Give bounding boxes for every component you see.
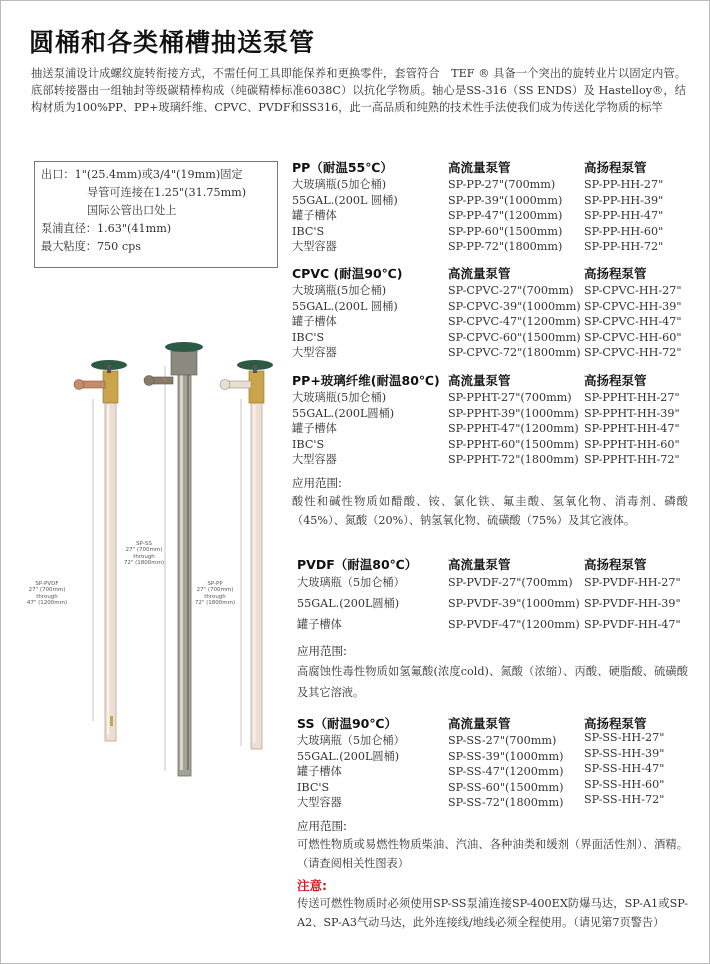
list-item: IBC'S [292, 224, 325, 238]
ss-app-label: 应用范围: [297, 819, 347, 833]
cpvc-col-flow: 高流量泵管 [448, 266, 511, 281]
list-item: SP-PVDF-39"(1000mm) [448, 597, 580, 610]
ppht-col-head: 高扬程泵管 [584, 373, 647, 388]
pump-diameter: 泵浦直径：1.63"(41mm) [41, 222, 172, 235]
list-item: SP-SS-47"(1200mm) [448, 765, 564, 779]
outlet-line-2: 导管可连接在1.25"(31.75mm) [87, 186, 247, 199]
list-item: SP-CPVC-72"(1800mm) [448, 346, 581, 360]
list-item: 罐子槽体 [297, 618, 342, 631]
cpvc-flow-models [448, 283, 581, 361]
list-item: 大型容器 [292, 453, 337, 467]
list-item: 罐子槽体 [292, 315, 337, 329]
list-item: SP-PVDF-HH-27" [584, 576, 681, 589]
list-item: SP-SS-72"(1800mm) [448, 796, 564, 810]
list-item: IBC'S [292, 330, 325, 344]
notice-label: 注意: [297, 878, 327, 893]
list-item: SP-PPHT-HH-39" [584, 406, 680, 420]
list-item: SP-SS-39"(1000mm) [448, 749, 564, 763]
list-item: 大玻璃瓶（5加仑桶） [297, 734, 405, 747]
list-item: 罐子槽体 [292, 422, 337, 436]
list-item: SP-PPHT-39"(1000mm) [448, 406, 579, 420]
pp-containers [292, 177, 398, 255]
list-item: SP-PP-HH-39" [584, 193, 664, 207]
ss-col-flow: 高流量泵管 [448, 716, 511, 731]
pp-flow-models [448, 177, 562, 255]
list-item: SP-PPHT-HH-27" [584, 391, 680, 404]
list-item: 大型容器 [292, 240, 337, 254]
cpvc-col-head: 高扬程泵管 [584, 266, 647, 281]
intro-paragraph: 抽送泵浦设计成螺纹旋转衔接方式，不需任何工具即能保养和更换零件，套管符合 TEF ® 具备一个突出的旋转业片以固定内管。底部转接器由一组轴封等级碳精棒构成（纯碳精棒标准6038C）以抗化学物质。轴心是SS-316（SS ENDS）及 Hastelloy®，结构材质为100%PP、PP+玻璃纤维、CPVC、PVDF和SS316，此一高品质和纯熟的技术性手法使我们成为传送化学物质的标竿 [31, 67, 686, 114]
list-item: SP-SS-HH-47" [584, 762, 665, 776]
list-item: SP-PVDF-27"(700mm) [448, 576, 573, 589]
list-item: 罐子槽体 [297, 765, 342, 779]
pp-col-head: 高扬程泵管 [584, 160, 647, 175]
cpvc-head-models [584, 283, 682, 361]
ss-col-head: 高扬程泵管 [584, 716, 647, 731]
spec-box [34, 161, 278, 268]
list-item: SP-PP-HH-47" [584, 209, 664, 223]
ppht-containers [292, 390, 394, 468]
list-item: SP-PPHT-47"(1200mm) [448, 422, 579, 436]
cpvc-heading: CPVC (耐温90℃) [292, 266, 403, 281]
pp-pump-tube [220, 360, 273, 749]
outlet-line-1: 1"(25.4mm)或3/4"(19mm)固定 [74, 168, 243, 181]
list-item: SP-CPVC-60"(1500mm) [448, 330, 581, 344]
list-item: 大玻璃瓶(5加仑桶) [292, 178, 387, 191]
outlet-line-3: 国际公管出口处上 [87, 204, 177, 217]
ppht-flow-models [448, 390, 579, 468]
list-item: SP-PP-60"(1500mm) [448, 224, 563, 238]
list-item: 55GAL.(200L圆桶) [292, 406, 395, 420]
list-item: 大玻璃瓶(5加仑桶) [292, 284, 387, 297]
ppht-app-label: 应用范围: [292, 476, 342, 490]
list-item: 大玻璃瓶（5加仑桶） [297, 576, 405, 589]
list-item: SP-CPVC-HH-47" [584, 315, 682, 329]
pp-pump-caption: SP-PP 27" (700mm) through 72" (1800mm) [194, 581, 236, 607]
pp-col-flow: 高流量泵管 [448, 160, 511, 175]
pvdf-col-head: 高扬程泵管 [584, 557, 647, 572]
list-item: SP-CPVC-HH-72" [584, 346, 682, 360]
list-item: SP-SS-HH-39" [584, 746, 665, 760]
list-item: 55GAL.(200L圆桶) [297, 749, 400, 763]
ss-app-text: 可燃性物质或易燃性物质柴油、汽油、各种油类和缓剂（界面活性剂）、酒精。（请查阅相关性图表） [297, 838, 688, 870]
list-item: SP-CPVC-27"(700mm) [448, 284, 574, 297]
list-item: SP-PPHT-HH-72" [584, 453, 680, 467]
list-item: SP-SS-HH-27" [584, 731, 665, 744]
list-item: SP-CPVC-HH-60" [584, 330, 682, 344]
list-item: SP-PPHT-60"(1500mm) [448, 437, 579, 451]
list-item: SP-PP-HH-60" [584, 224, 664, 238]
pp-heading: PP（耐温55℃） [292, 160, 393, 175]
ss-pump-caption: SP-SS 27" (700mm) through 72" (1800mm) [123, 541, 165, 567]
list-item: SP-SS-HH-60" [584, 777, 665, 791]
ppht-col-flow: 高流量泵管 [448, 373, 511, 388]
ppht-head-models [584, 390, 680, 468]
list-item: 55GAL.(200L 圆桶) [292, 299, 398, 313]
pvdf-pump-caption: SP-PVDF 27" (700mm) through 47" (1200mm) [26, 581, 68, 607]
list-item: SP-PP-72"(1800mm) [448, 240, 563, 254]
list-item: IBC'S [292, 437, 325, 451]
pvdf-app-text: 高腐蚀性毒性物质如氢氟酸(浓度cold)、氮酸（浓缩）、丙酸、硬脂酸、硫磺酸及其它溶液。 [297, 665, 688, 699]
pp-head-models [584, 177, 663, 255]
list-item: SP-PP-HH-27" [584, 178, 664, 191]
pvdf-flow-models [448, 572, 580, 635]
list-item: SP-PP-47"(1200mm) [448, 209, 563, 223]
list-item: 大型容器 [297, 796, 342, 810]
notice-text: 传送可燃性物质时必须使用SP-SS泵浦连接SP-400EX防爆马达，SP-A1或SP-A2、SP-A3气动马达，此外连接线/地线必须全程使用。（请见第7页警告） [297, 897, 688, 929]
list-item: SP-PP-27"(700mm) [448, 178, 556, 191]
ppht-app-text: 酸性和碱性物质如醋酸、铵、氯化铁、氟圭酸、氢氧化物、消毒剂、磷酸（45%）、氮酸（20%）、钠氢氧化物、硫磺酸（75%）及其它液体。 [292, 495, 688, 527]
list-item: SP-PPHT-HH-60" [584, 437, 680, 451]
ss-head-models [584, 730, 664, 808]
list-item: SP-PVDF-HH-39" [584, 597, 681, 610]
list-item: SP-CPVC-47"(1200mm) [448, 315, 581, 329]
list-item: SP-CPVC-HH-27" [584, 284, 682, 297]
list-item: SP-CPVC-39"(1000mm) [448, 299, 581, 313]
pvdf-containers [297, 572, 405, 635]
list-item: SP-SS-27"(700mm) [448, 734, 557, 747]
list-item: SP-PP-HH-72" [584, 240, 664, 254]
ss-containers [297, 733, 405, 811]
list-item: SP-CPVC-HH-39" [584, 299, 682, 313]
list-item: 55GAL.(200L圆桶) [297, 597, 400, 610]
list-item: 罐子槽体 [292, 209, 337, 223]
list-item: SP-PVDF-HH-47" [584, 618, 681, 631]
list-item: SP-PPHT-72"(1800mm) [448, 453, 579, 467]
ss-flow-models [448, 733, 563, 811]
list-item: SP-PPHT-27"(700mm) [448, 391, 572, 404]
list-item: 55GAL.(200L 圆桶) [292, 193, 398, 207]
list-item: SP-PPHT-HH-47" [584, 422, 680, 436]
outlet-label: 出口： [41, 168, 75, 181]
page-title: 圆桶和各类桶槽抽送泵管 [29, 28, 316, 57]
max-viscosity: 最大粘度：750 cps [41, 240, 142, 253]
list-item: SP-PP-39"(1000mm) [448, 193, 563, 207]
list-item: IBC'S [297, 780, 330, 794]
list-item: 大玻璃瓶(5加仑桶) [292, 391, 387, 404]
ppht-heading: PP+玻璃纤维(耐温80℃) [292, 373, 440, 388]
cpvc-containers [292, 283, 398, 361]
list-item: SP-SS-HH-72" [584, 793, 665, 807]
pvdf-app-label: 应用范围: [297, 644, 347, 658]
pvdf-heading: PVDF（耐温80℃） [297, 557, 418, 572]
list-item: SP-PVDF-47"(1200mm) [448, 618, 580, 631]
pvdf-col-flow: 高流量泵管 [448, 557, 511, 572]
pvdf-head-models [584, 572, 681, 635]
ss-heading: SS（耐温90℃） [297, 716, 397, 731]
list-item: SP-SS-60"(1500mm) [448, 780, 564, 794]
list-item: 大型容器 [292, 346, 337, 360]
